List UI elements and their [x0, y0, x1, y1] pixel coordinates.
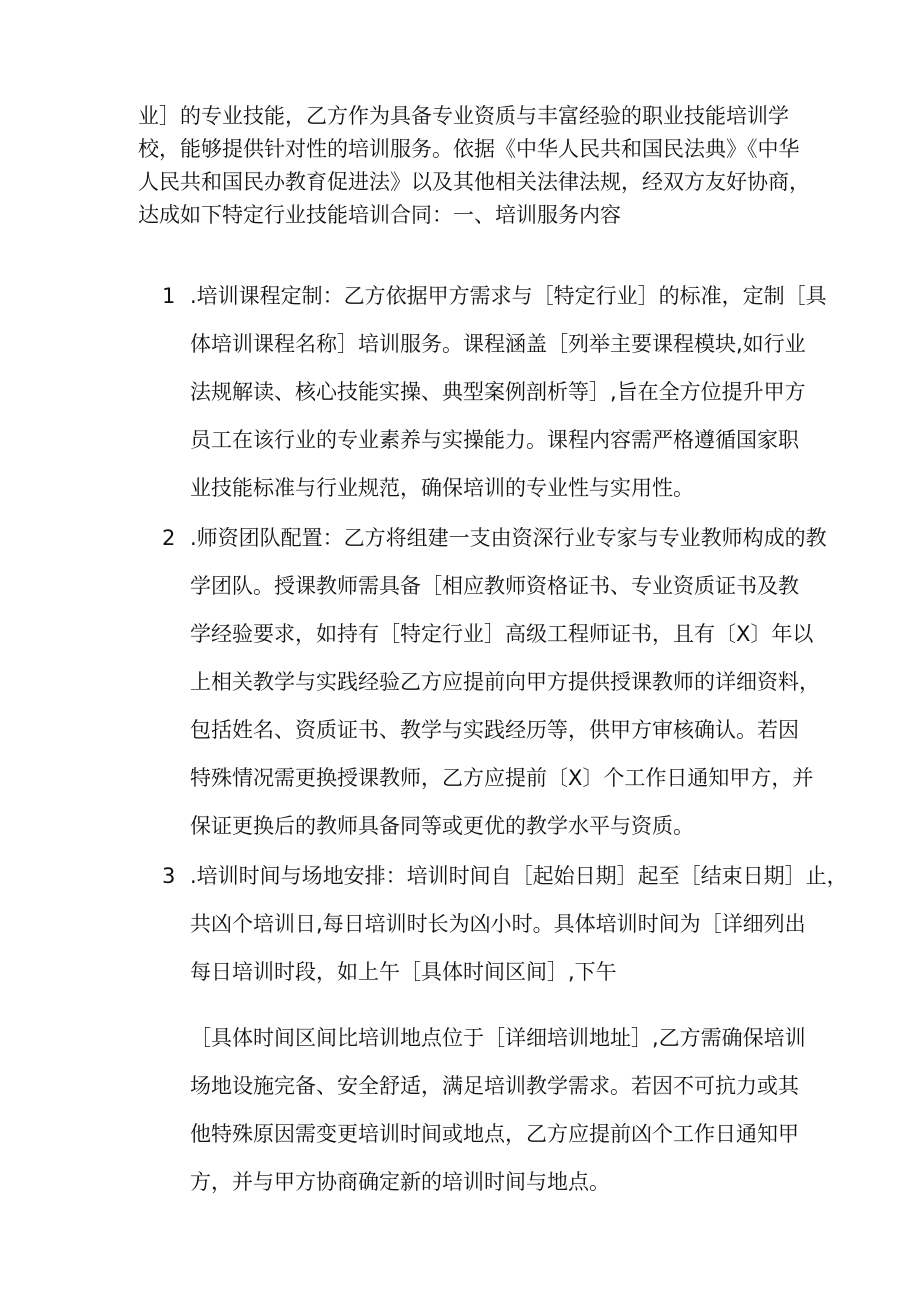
intro-line: 人民共和国民办教育促进法》以及其他相关法律法规，经双方友好协商，: [138, 170, 810, 194]
clause-line: 员工在该行业的专业素养与实操能力。课程内容需严格遵循国家职: [190, 428, 799, 452]
clause-teacher-team: [162, 514, 827, 850]
clause-line: 学团队。授课教师需具备［相应教师资格证书、专业资质证书及教: [190, 574, 799, 598]
intro-line: 达成如下特定行业技能培训合同：一、培训服务内容: [138, 203, 621, 227]
clause-first-line: [162, 852, 848, 900]
intro-line: 校，能够提供针对性的培训服务。依据《中华人民共和国民法典》《中华: [138, 137, 800, 161]
clause-text: .培训课程定制：乙方依据甲方需求与［特定行业］的标准，定制［具: [190, 284, 827, 308]
continuation-line: 场地设施完备、安全舒适，满足培训教学需求。若因不可抗力或其: [190, 1074, 799, 1098]
clause-number: 1: [162, 284, 176, 308]
clause-line: 保证更换后的教师具备同等或更优的教学水平与资质。: [190, 814, 694, 838]
clause-number: 2: [162, 526, 176, 550]
clause-number: 3: [162, 864, 176, 888]
continuation-line: 方，并与甲方协商确定新的培训时间与地点。: [190, 1170, 610, 1194]
clause-line: 体培训课程名称］培训服务。课程涵盖［列举主要课程模块,如行业: [190, 332, 806, 356]
clause-line: 学经验要求，如持有［特定行业］高级工程师证书，且有〔X〕年以: [190, 622, 814, 646]
intro-paragraph: [138, 100, 810, 232]
clause-time-venue: [162, 852, 848, 996]
clause-first-line: [162, 514, 827, 562]
clause-line: 业技能标准与行业规范，确保培训的专业性与实用性。: [190, 476, 694, 500]
clause-line: 特殊情况需更换授课教师，乙方应提前〔X〕个工作日通知甲方，并: [190, 766, 814, 790]
clause-time-venue-continuation: [190, 1014, 810, 1206]
clause-line: 法规解读、核心技能实操、典型案例剖析等］,旨在全方位提升甲方: [190, 380, 806, 404]
clause-course-customization: [162, 272, 827, 512]
clause-line: 共凶个培训日,每日培训时长为凶小时。具体培训时间为［详细列出: [190, 912, 806, 936]
continuation-line: ［具体时间区间比培训地点位于［详细培训地址］,乙方需确保培训: [190, 1026, 806, 1050]
clause-line: 包括姓名、资质证书、教学与实践经历等，供甲方审核确认。若因: [190, 718, 799, 742]
continuation-line: 他特殊原因需变更培训时间或地点，乙方应提前凶个工作日通知甲: [190, 1122, 799, 1146]
clause-text: .师资团队配置：乙方将组建一支由资深行业专家与专业教师构成的教: [190, 526, 827, 550]
clause-text: .培训时间与场地安排：培训时间自［起始日期］起至［结束日期］止，: [190, 864, 848, 888]
intro-line: 业］的专业技能，乙方作为具备专业资质与丰富经验的职业技能培训学: [138, 104, 789, 128]
clause-line: 每日培训时段，如上午［具体时间区间］,下午: [190, 960, 617, 984]
clause-first-line: [162, 272, 827, 320]
clause-line: 上相关教学与实践经验乙方应提前向甲方提供授课教师的详细资料，: [190, 670, 820, 694]
